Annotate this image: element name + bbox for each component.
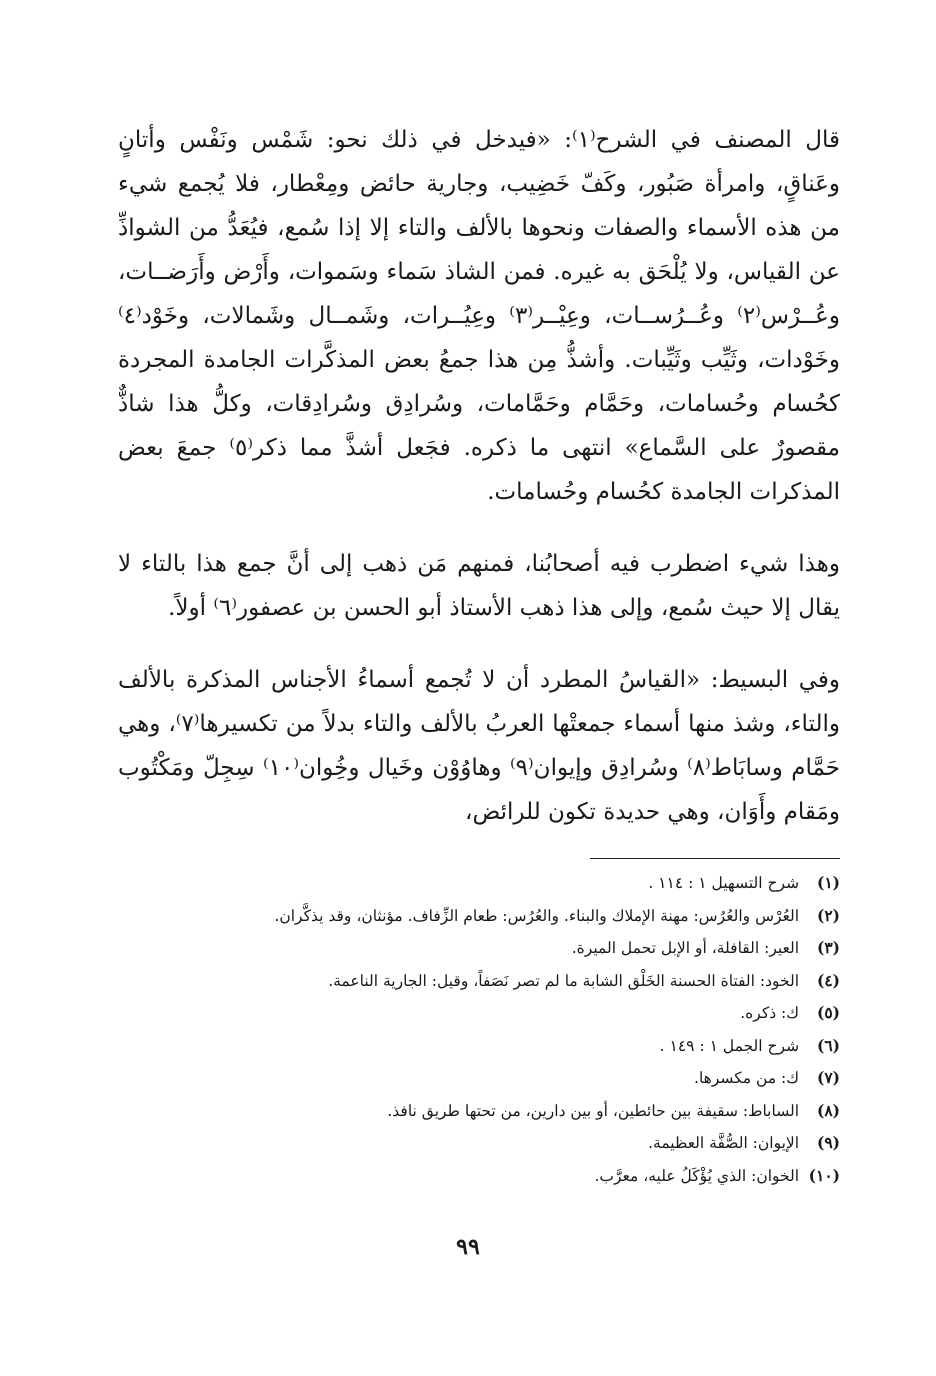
paragraph-3: وفي البسيط: «القياسُ المطرد أن لا تُجمع أسماءُ الأجناس المذكرة بالألف والتاء، وشذ منها أسماء جمعتْها العربُ بالألف والتاء بدلاً من تكسيرها⁽٧⁾، وهي حَمَّام وسابَاط⁽٨⁾ وسُرادِق وإيوان⁽٩⁾ وهاوُوْن وخَيال وخُِوان⁽١٠⁾ سِجِلّ ومَكْتُوب ومَقام وأَوَان، وهي حديدة تكون للرائض،: [118, 667, 840, 825]
footnote-text: الخود: الفتاة الحسنة الخَلْق الشابة ما لم تصر نَصَفاً، وقيل: الجارية الناعمة.: [328, 971, 800, 990]
footnote-text: الخوان: الذي يُؤْكَلُ عليه، معرَّب.: [594, 1166, 800, 1185]
footnotes-list: [118, 867, 840, 1192]
page-body: [118, 118, 840, 1192]
footnote-item: [118, 1095, 840, 1128]
footnote-item: [118, 1030, 840, 1063]
footnote-item: [118, 932, 840, 965]
paragraph-1: قال المصنف في الشرح⁽١⁾: «فيدخل في ذلك نحو: شَمْس ونَفْس وأتانٍ وعَناقٍ، وامرأة صَبُور، وكَفّ خَضِيب، وجارية حائض ومِعْطار، فلا يُجمع شيء من هذه الأسماء والصفات ونحوها بالألف والتاء إلا إذا سُمع، فيُعَدُّ من الشواذِّ عن القياس، ولا يُلْحَق به غيره. فمن الشاذ سَماء وسَموات، وأَرْض وأَرَضــات، وعُــرْس⁽٢⁾ وعُــرُســات، وعِيْــر⁽٣⁾ وعِيُــرات، وشَمــال وشَمالات، وخَوْد⁽٤⁾ وخَوْدات، وثَيِّب وثَيِّبات. وأشذُّ مِن هذا جمعُ بعض المذكَّرات الجامدة المجردة كحُسام وحُسامات، وحَمَّام وحَمَّامات، وسُرادِق وسُرادِقات، وكلُّ هذا شاذٌّ مقصورٌ على السَّماع» انتهى ما ذكره. فجَعل أشذَّ مما ذكر⁽٥⁾ جمعَ بعض المذكرات الجامدة كحُسام وحُسامات.: [118, 127, 840, 505]
footnote-item: [118, 965, 840, 998]
footnote-item: [118, 1127, 840, 1160]
footnote-number: (٤): [816, 970, 840, 990]
footnote-text: شرح التسهيل ١ : ١١٤ .: [648, 874, 800, 892]
footnote-number: (١٠): [808, 1165, 840, 1185]
footnote-text: شرح الجمل ١ : ١٤٩ .: [659, 1036, 800, 1055]
footnote-text: ك: ذكره.: [740, 1004, 800, 1022]
paragraph-2: وهذا شيء اضطرب فيه أصحابُنا، فمنهم مَن ذهب إلى أنَّ جمع هذا بالتاء لا يقال إلا حيث سُمع، وإلى هذا ذهب الأستاذ أبو الحسن بن عصفور⁽٦⁾ أولاً.: [118, 551, 840, 621]
footnote-text: العير: القافلة، أو الإبل تحمل الميرة.: [571, 939, 800, 957]
footnote-number: (٢): [816, 905, 840, 925]
footnote-number: (٥): [816, 1003, 840, 1022]
footnote-item: [118, 1160, 840, 1193]
footnote-item: [118, 997, 840, 1030]
footnote-number: (٣): [816, 938, 840, 957]
footnote-divider: [590, 858, 840, 859]
footnote-text: الإيوان: الصُّفَّة العظيمة.: [648, 1134, 800, 1152]
footnote-text: العُرْس والعُرُس: مهنة الإملاك والبناء. والعُرُس: طعام الزِّفاف. مؤنثان، وقد يذكَّران.: [274, 906, 800, 925]
footnote-text: ك: من مكسرها.: [694, 1069, 800, 1087]
footnote-number: (١): [816, 873, 840, 892]
footnote-number: (٧): [816, 1068, 840, 1087]
footnote-text: الساباط: سقيفة بين حائطين، أو بين دارين، من تحتها طريق نافذ.: [387, 1101, 800, 1120]
page-number: ٩٩: [456, 1234, 480, 1260]
footnote-item: [118, 867, 840, 900]
footnote-item: [118, 1062, 840, 1095]
footnote-item: [118, 900, 840, 933]
footnote-number: (٩): [816, 1133, 840, 1152]
footnote-number: (٨): [816, 1100, 840, 1120]
footnote-number: (٦): [816, 1035, 840, 1055]
